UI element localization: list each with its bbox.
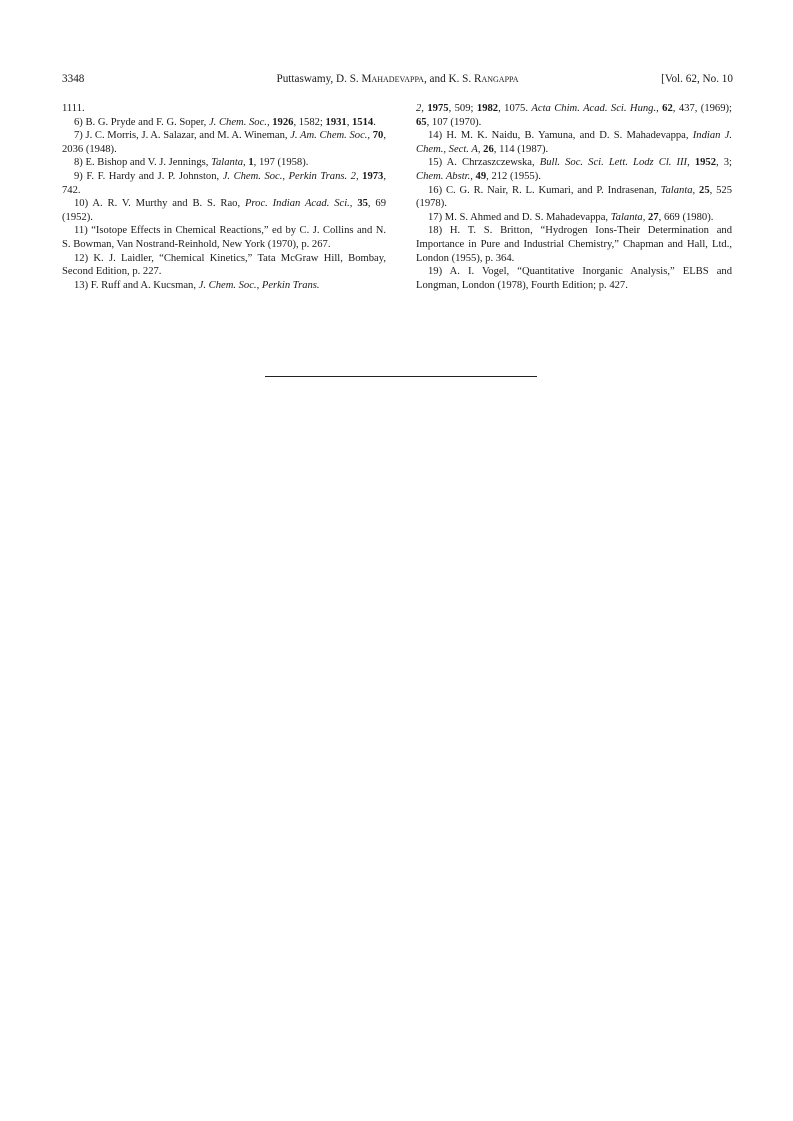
volume: 62 xyxy=(658,103,673,114)
reference-number: 14) xyxy=(428,130,443,142)
reference-text: M. S. Ahmed and D. S. Mahadevappa, xyxy=(444,211,611,223)
reference-text: F. F. Hardy and J. P. Johnston, xyxy=(86,170,223,182)
references-right-column xyxy=(416,102,732,292)
reference-text: , 1075. xyxy=(498,103,532,114)
reference-13-continuation xyxy=(416,102,732,129)
reference-text: , 69 (1952). xyxy=(62,198,386,223)
reference-14 xyxy=(416,129,732,156)
journal-name: J. Am. Chem. Soc., xyxy=(290,130,371,142)
author-smallcaps: Rangappa xyxy=(474,73,519,85)
reference-number: 8) xyxy=(74,157,83,169)
volume: 1926 xyxy=(269,116,294,128)
journal-name: Talanta, xyxy=(211,157,246,169)
reference-text: , 669 (1980). xyxy=(658,211,714,223)
reference-text: , 107 (1970). xyxy=(426,116,482,128)
volume: 1973 xyxy=(358,170,384,182)
volume: 70 xyxy=(370,130,384,142)
reference-text: , 3; xyxy=(716,157,732,169)
reference-number: 19) xyxy=(428,266,443,278)
journal-name: Chem. Abstr., xyxy=(416,170,473,182)
journal-name: Talanta, xyxy=(660,184,696,196)
reference-11 xyxy=(62,224,386,251)
running-header xyxy=(62,71,733,87)
reference-10 xyxy=(62,197,386,224)
reference-8 xyxy=(62,156,386,170)
running-authors xyxy=(62,71,733,87)
reference-19 xyxy=(416,265,732,292)
author-smallcaps: Mahadevappa xyxy=(361,73,424,85)
volume: 1975 xyxy=(423,103,449,114)
reference-text: , 509; xyxy=(448,103,477,114)
reference-text: “Isotope Effects in Chemical Reactions,” ed by C. J. Collins and N. S. Bowman, Van Nostrand-Reinhold, New York (1970), p. 267. xyxy=(62,225,386,250)
reference-text: , 197 (1958). xyxy=(253,157,309,169)
volume: 1 xyxy=(245,157,254,169)
reference-text: F. Ruff and A. Kucsman, xyxy=(90,279,199,291)
reference-number: 18) xyxy=(428,225,443,237)
journal-name: J. Chem. Soc., xyxy=(208,116,270,128)
reference-number: 15) xyxy=(428,157,443,169)
journal-name: J. Chem. Soc., Perkin Trans. xyxy=(198,279,320,291)
reference-number: 7) xyxy=(74,130,83,142)
volume: 1931 xyxy=(325,116,347,128)
volume: 1514 xyxy=(352,116,374,128)
reference-text: K. J. Laidler, “Chemical Kinetics,” Tata McGraw Hill, Bombay, Second Edition, p. 227. xyxy=(62,252,386,278)
reference-text: A. I. Vogel, “Quantitative Inorganic Analysis,” ELBS and Longman, London (1978), Fourth Edition; p. 427. xyxy=(416,266,732,291)
volume: 49 xyxy=(472,170,487,182)
journal-name: Indian J. Chem., Sect. A, xyxy=(416,130,732,155)
journal-name: Talanta, xyxy=(610,211,646,223)
volume: 65 xyxy=(416,116,427,128)
reference-text: , 212 (1955). xyxy=(486,170,541,182)
reference-6 xyxy=(62,116,386,130)
reference-number: 13) xyxy=(74,279,89,291)
reference-text: , 1582; xyxy=(293,116,326,128)
reference-text: , 2036 (1948). xyxy=(62,130,386,155)
reference-number: 11) xyxy=(74,225,88,237)
reference-text: E. Bishop and V. J. Jennings, xyxy=(85,157,212,169)
authors-text: , and K. S. xyxy=(423,73,474,85)
reference-text: , 437, (1969); xyxy=(672,103,732,114)
reference-13 xyxy=(62,279,386,293)
journal-name: Acta Chim. Acad. Sci. Hung., xyxy=(531,103,659,114)
reference-text: , 525 (1978). xyxy=(416,184,732,210)
volume: 1982 xyxy=(476,103,499,114)
reference-number: 17) xyxy=(428,211,443,223)
journal-name: Proc. Indian Acad. Sci., xyxy=(244,198,353,210)
reference-text: H. M. K. Naidu, B. Yamuna, and D. S. Mahadevappa, xyxy=(446,130,693,142)
reference-9 xyxy=(62,170,386,197)
references-left-column xyxy=(62,102,386,292)
authors-text: Puttaswamy, D. S. xyxy=(276,73,362,85)
reference-text: J. C. Morris, J. A. Salazar, and M. A. Wineman, xyxy=(85,130,291,142)
reference-text: B. G. Pryde and F. G. Soper, xyxy=(85,116,209,128)
volume: 25 xyxy=(695,184,710,196)
volume: 27 xyxy=(645,211,659,223)
reference-number: 9) xyxy=(74,170,83,182)
page-number: 3348 xyxy=(62,73,85,85)
journal-name: Bull. Soc. Sci. Lett. Lodz Cl. III, xyxy=(539,157,690,169)
reference-18 xyxy=(416,224,732,265)
reference-12 xyxy=(62,252,386,279)
end-of-article-rule xyxy=(265,376,537,377)
reference-7 xyxy=(62,129,386,156)
reference-text: , xyxy=(346,116,352,128)
reference-number: 6) xyxy=(74,116,83,128)
reference-text: , 742. xyxy=(62,170,386,196)
reference-text: H. T. S. Britton, “Hydrogen Ions-Their Determination and Importance in Pure and Industrial Chemistry,” Chapman and Hall, Ltd., London (1955), p. 364. xyxy=(416,225,732,264)
reference-text: A. R. V. Murthy and B. S. Rao, xyxy=(92,198,245,210)
reference-text: . xyxy=(373,116,376,128)
journal-name: 2, xyxy=(416,103,424,114)
reference-text: C. G. R. Nair, R. L. Kumari, and P. Indrasenan, xyxy=(445,184,661,196)
journal-name: J. Chem. Soc., Perkin Trans. 2, xyxy=(222,170,359,182)
reference-continuation xyxy=(62,102,386,116)
reference-number: 12) xyxy=(74,252,89,264)
reference-number: 10) xyxy=(74,198,89,210)
reference-text: , 114 (1987). xyxy=(493,143,549,155)
reference-text: 1111. xyxy=(62,103,85,114)
volume: 1952 xyxy=(689,157,717,169)
volume: 26 xyxy=(480,143,494,155)
volume: 35 xyxy=(352,198,368,210)
reference-17 xyxy=(416,211,732,225)
reference-16 xyxy=(416,184,732,211)
reference-number: 16) xyxy=(428,184,443,196)
journal-volume: [Vol. 62, No. 10 xyxy=(661,73,733,85)
reference-15 xyxy=(416,156,732,183)
reference-text: A. Chrzaszczewska, xyxy=(446,157,540,169)
